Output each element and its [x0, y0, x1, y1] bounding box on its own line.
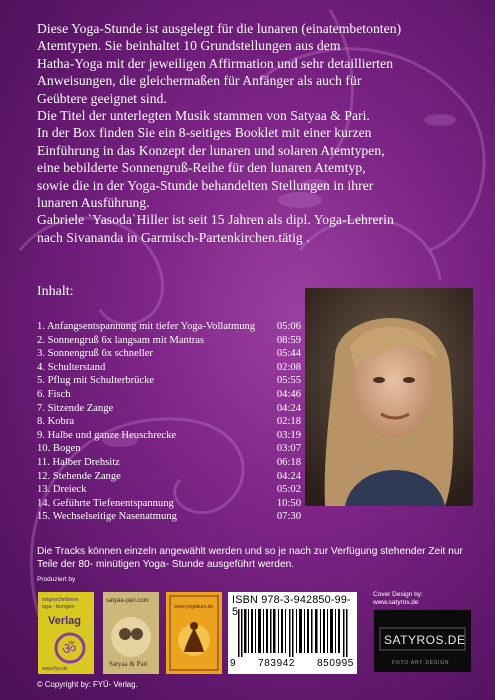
track-title: 4. Schulterstand [37, 361, 106, 373]
track-title: 12. Stehende Zange [37, 470, 121, 482]
intro-line: eine bebilderte Sonnengruß-Reihe für den lunaren Atemtyp, [37, 160, 366, 176]
track-time: 07:30 [276, 511, 301, 523]
track-row [37, 374, 301, 388]
track-time: 03:19 [276, 429, 301, 441]
cover-credit [373, 591, 423, 607]
barcode-icon [238, 609, 348, 657]
track-row [37, 361, 301, 375]
track-time: 03:07 [276, 443, 301, 455]
track-row [37, 334, 301, 348]
intro-line: sowie die in der Yoga-Stunde behandelten Stellungen in ihrer [37, 177, 374, 193]
cover-design-url: www.satyros.de [373, 599, 419, 606]
track-title: 11. Halber Drehsitz [37, 456, 120, 468]
intro-line: In der Box finden Sie ein 8-seitiges Booklet mit einer kurzen [37, 125, 372, 141]
track-time: 02:18 [276, 416, 301, 428]
intro-line: Einführung in das Konzept der lunaren und solaren Atemtypen, [37, 142, 385, 158]
track-title: 7. Sitzende Zange [37, 402, 114, 414]
isbn-barcode [228, 592, 357, 674]
intro-line: Geübtere geeignet sind. [37, 90, 167, 106]
track-row [37, 429, 301, 443]
track-title: 13. Dreieck [37, 484, 87, 496]
track-title: 8. Kobra [37, 416, 75, 428]
intro-line: Anweisungen, die gleichermaßen für Anfänger als auch für [37, 73, 362, 89]
track-title: 2. Sonnengruß 6x langsam mit Mantras [37, 334, 205, 346]
satyaa-pari-logo [103, 592, 159, 674]
intro-line: Hatha-Yoga mit der jeweiligen Affirmation und sehr detaillierten [37, 55, 394, 71]
track-row [37, 347, 301, 361]
track-time: 04:24 [276, 402, 301, 414]
track-row [37, 388, 301, 402]
track-title: 3. Sonnengruß 6x schneller [37, 348, 153, 360]
svg-text:ॐ: ॐ [62, 641, 77, 658]
satyros-logo [373, 609, 470, 671]
svg-text:www.fyu.de: www.fyu.de [42, 666, 68, 672]
svg-text:oga - bungen: oga - bungen [42, 604, 75, 610]
intro-text [37, 20, 477, 246]
track-row [37, 415, 301, 429]
barcode-digit-group: 850995 [317, 658, 354, 669]
track-row [37, 483, 301, 497]
contents-heading: Inhalt: [37, 284, 74, 299]
track-time: 05:55 [276, 375, 301, 387]
track-title: 5. Pflug mit Schulterbrücke [37, 375, 155, 387]
track-time: 05:44 [276, 348, 301, 360]
track-row [37, 320, 301, 334]
track-time: 05:06 [276, 321, 301, 332]
svg-text:FOTO ART DESIGN: FOTO ART DESIGN [392, 660, 450, 666]
svg-text:SATYROS.DE: SATYROS.DE [384, 633, 466, 647]
track-row [37, 497, 301, 511]
author-portrait [305, 288, 473, 506]
isbn-number: ISBN 978-3-942850-99-5 [232, 594, 351, 618]
track-title: 9. Halbe und ganze Heuschrecke [37, 429, 177, 441]
track-title: 14. Geführte Tiefenentspannung [37, 497, 174, 509]
barcode-digits [230, 658, 354, 669]
barcode-digit-group: 9 [230, 658, 237, 669]
track-title: 15. Wechselseitige Nasenatmung [37, 511, 177, 523]
intro-line: Diese Yoga-Stunde ist ausgelegt für die lunaren (einatembetonten) [37, 21, 402, 36]
intro-line: lunaren Ausführung. [37, 195, 150, 211]
track-list [37, 320, 301, 524]
barcode-digit-group: 783942 [258, 658, 296, 669]
svg-text:Satyaa & Pari: Satyaa & Pari [109, 660, 148, 668]
svg-text:ortgeschrittene: ortgeschrittene [42, 597, 79, 603]
track-time: 10:50 [276, 497, 301, 509]
track-row [37, 402, 301, 416]
intro-line: Die Titel der unterlegten Musik stammen von Satyaa & Pari. [37, 108, 370, 124]
track-title: 10. Bogen [37, 443, 81, 455]
intro-line: Gabriele `Yasoda`Hiller ist seit 15 Jahren als dipl. Yoga-Lehrerin [37, 212, 394, 228]
track-row [37, 470, 301, 484]
yoga-kurs-logo [166, 592, 222, 674]
track-time: 08:59 [276, 334, 301, 346]
produced-by-label: Produziert by [37, 576, 76, 583]
intro-line: nach Sivananda in Garmisch-Partenkirchen.tätig . [37, 229, 310, 245]
track-row [37, 442, 301, 456]
track-time: 05:02 [276, 484, 301, 496]
track-row [37, 456, 301, 470]
track-time: 02:08 [276, 361, 301, 373]
svg-text:Verlag: Verlag [48, 615, 82, 627]
svg-text:satyaa-pari.com: satyaa-pari.com [106, 598, 149, 604]
svg-text:www.yogakurs.de: www.yogakurs.de [174, 604, 214, 610]
footnote: Die Tracks können einzeln angewählt werden und so je nach zur Verfügung stehender Zeit nur Teile der 80- minütigen Yoga- Stunde ausgeführt werden. [37, 546, 463, 571]
track-title: 6. Fisch [37, 388, 71, 400]
track-time: 04:46 [276, 388, 301, 400]
copyright-notice: © Copyright by: FYÜ- Verlag. [37, 680, 138, 689]
track-time: 06:18 [276, 456, 301, 468]
track-title: 1. Anfangsentspannung mit tiefer Yoga-Vollatmung [37, 321, 256, 332]
track-row [37, 510, 301, 524]
intro-line: Atemtypen. Sie beinhaltet 10 Grundstellungen aus dem [37, 38, 341, 54]
cover-design-label: Cover Design by: [373, 591, 423, 598]
track-time: 04:24 [276, 470, 301, 482]
fyu-verlag-logo [38, 592, 94, 674]
